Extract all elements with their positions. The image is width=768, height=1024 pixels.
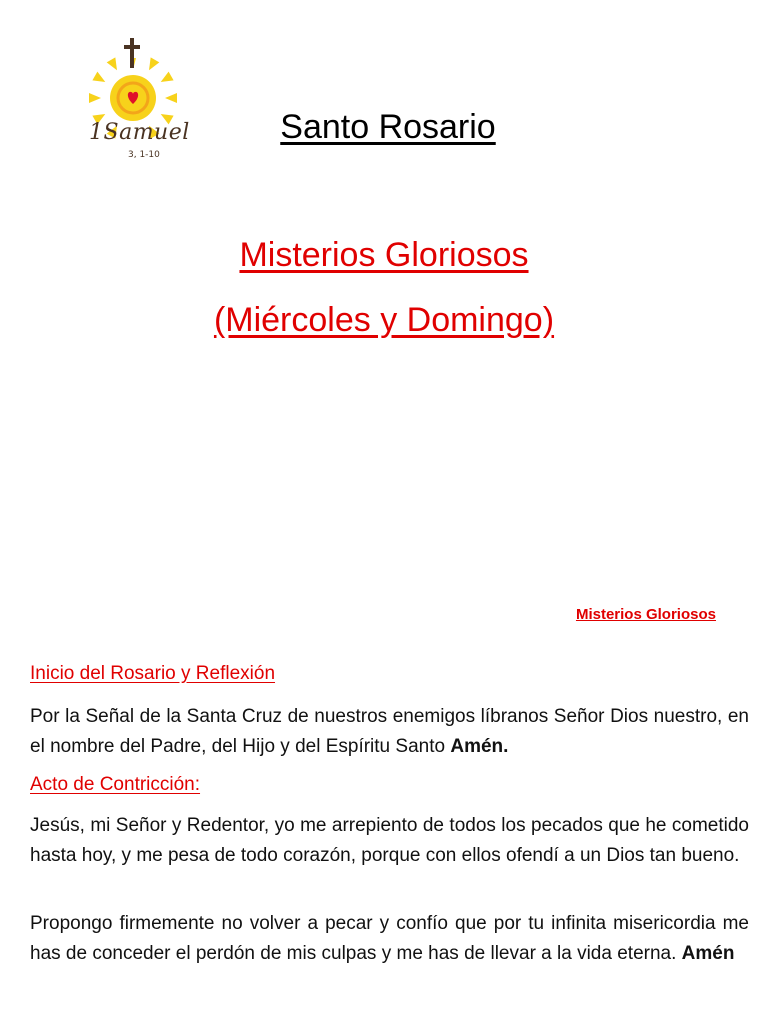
paragraph-inicio: Por la Señal de la Santa Cruz de nuestros enemigos líbranos Señor Dios nuestro, en el nombre del Padre, del Hijo y del Espíritu Santo Amén. xyxy=(30,706,749,757)
section-title-inicio: Inicio del Rosario y Reflexión xyxy=(30,663,276,684)
logo-reference: 3, 1-10 xyxy=(128,150,160,160)
side-label: Misterios Gloriosos xyxy=(575,606,716,623)
section-title-contriccion: Acto de Contricción: xyxy=(30,774,201,795)
paragraph-contriccion: Jesús, mi Señor y Redentor, yo me arrepiento de todos los pecados que he cometido hasta hoy, y me pesa de todo corazón, porque con ellos ofendí a un Dios tan bueno. xyxy=(30,815,749,866)
days-heading: (Miércoles y Domingo) xyxy=(213,301,555,339)
mysteries-heading: Misterios Gloriosos xyxy=(239,236,529,274)
logo-wordmark: 1Samuel xyxy=(89,120,190,145)
page-title: Santo Rosario xyxy=(280,108,496,146)
cross-icon xyxy=(130,38,134,68)
paragraph-propongo: Propongo firmemente no volver a pecar y confío que por tu infinita misericordia me has de conceder el perdón de mis culpas y me has de llevar a la vida eterna. Amén xyxy=(30,913,749,964)
